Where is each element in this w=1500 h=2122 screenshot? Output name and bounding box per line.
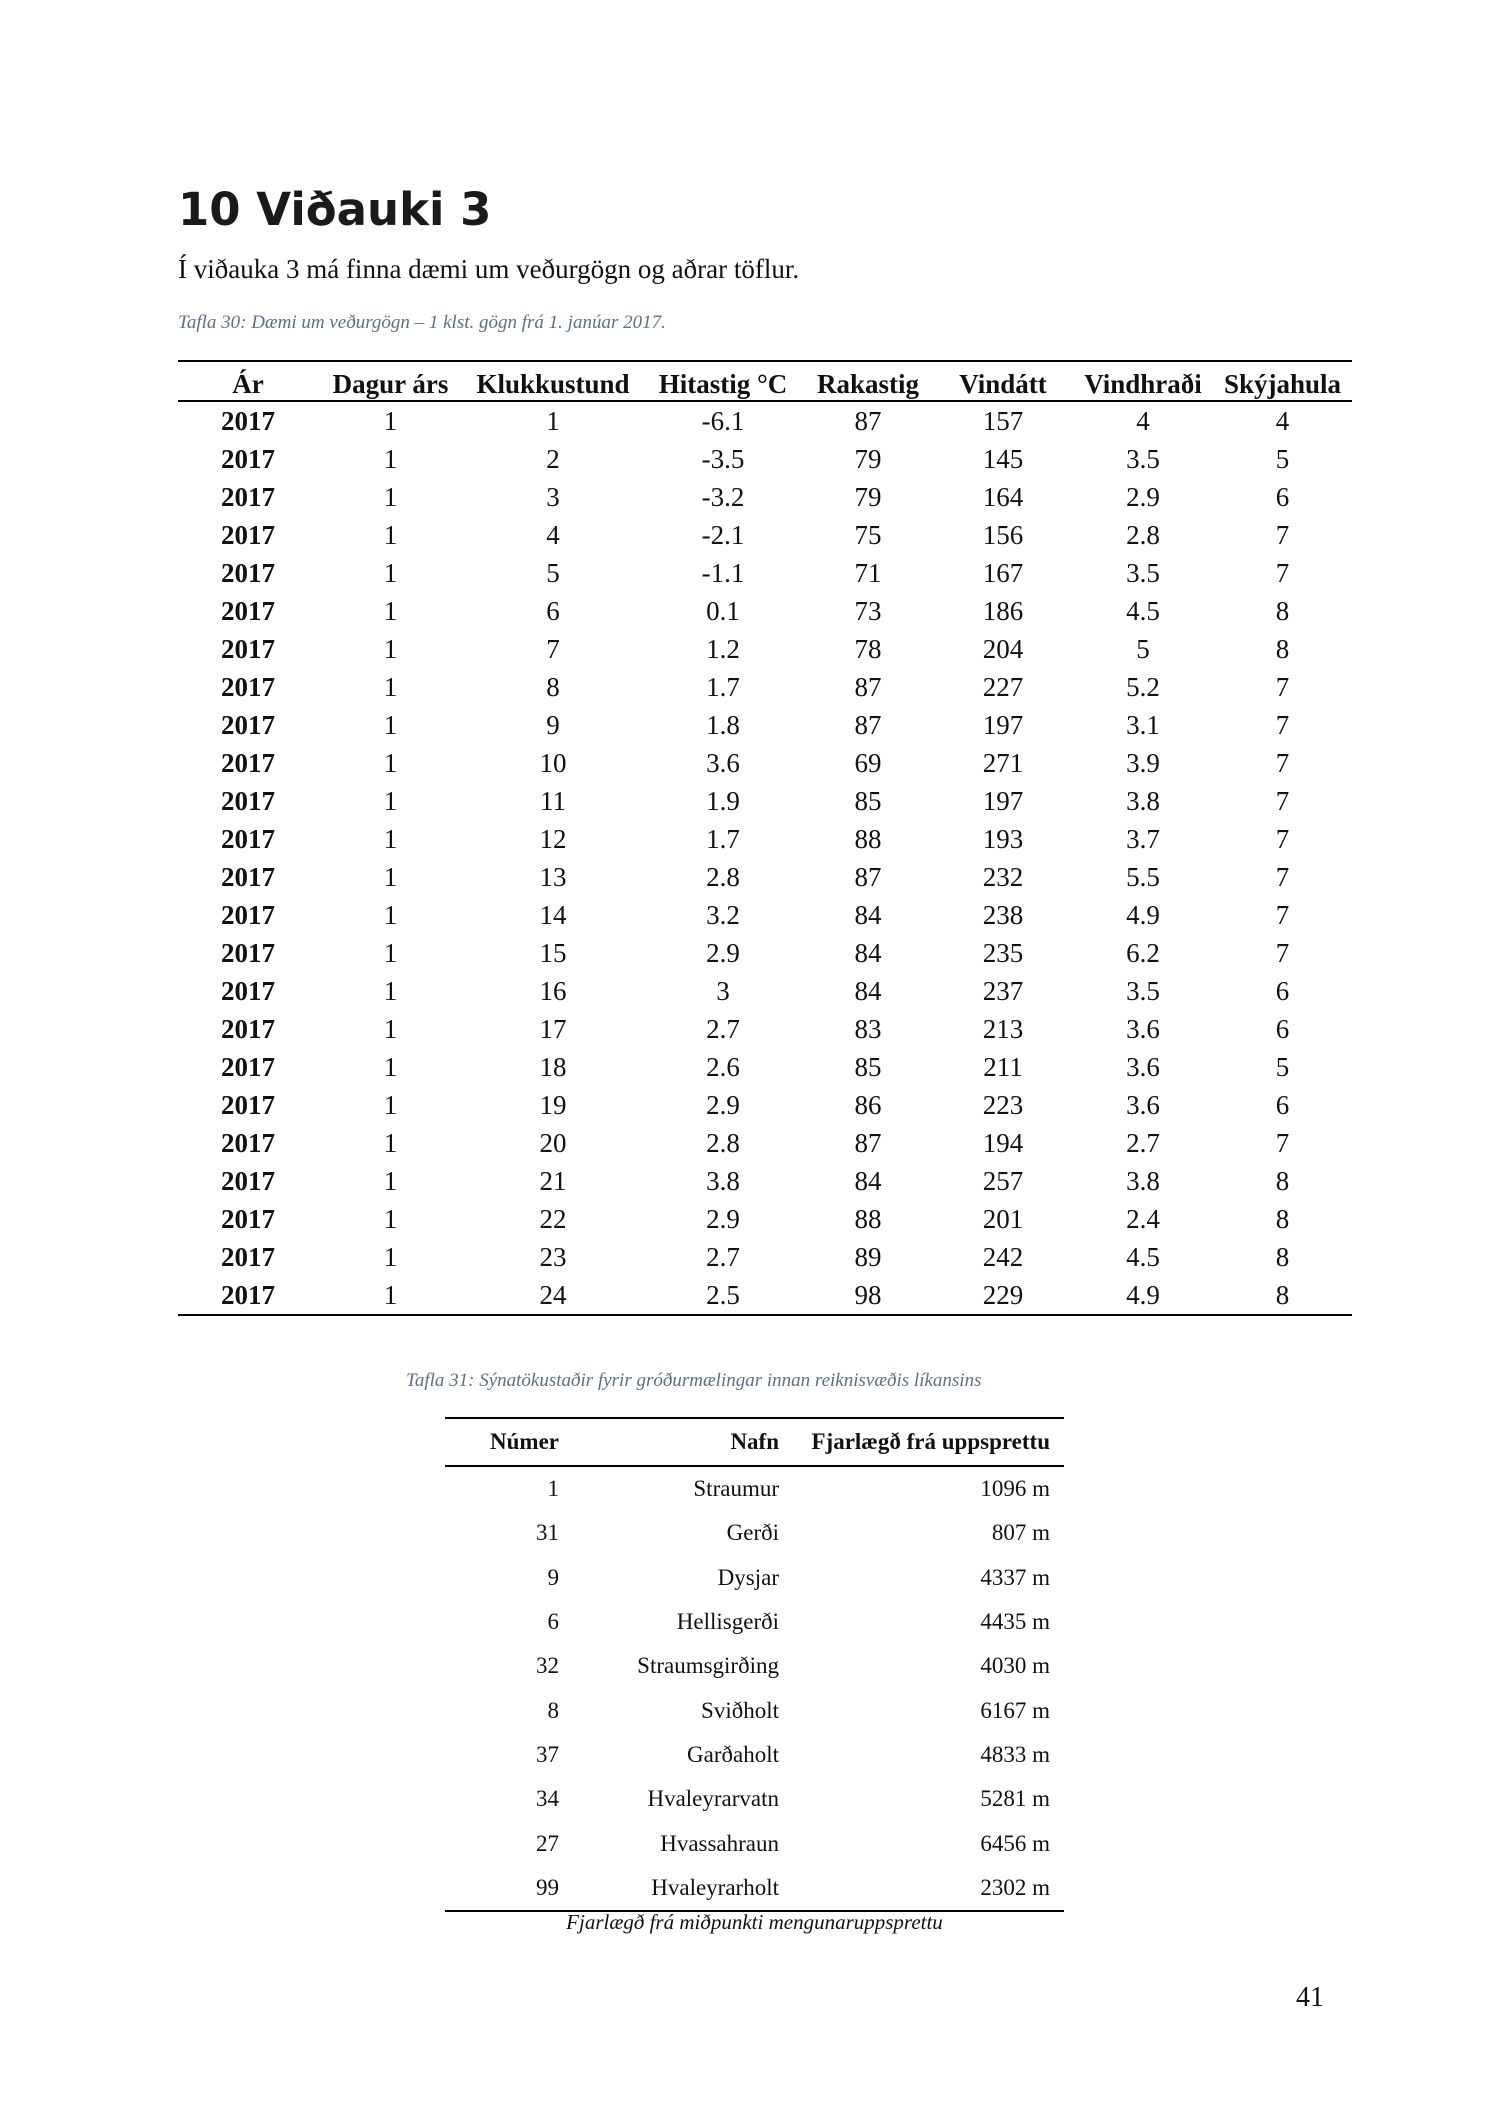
cell-wind-direction: 193 — [982, 824, 1024, 854]
cell-humidity: 88 — [854, 824, 882, 854]
cell-hour: 17 — [539, 1014, 567, 1044]
cell-name: Hvaleyrarvatn — [647, 1786, 779, 1812]
cell-temperature: 1.9 — [706, 786, 740, 816]
cell-wind-direction: 257 — [982, 1166, 1024, 1196]
cell-cloud-cover: 7 — [1275, 710, 1290, 740]
cell-humidity: 69 — [854, 748, 882, 778]
weather-data-table — [178, 360, 1352, 1316]
cell-hour: 12 — [539, 824, 567, 854]
column-header-distance: Fjarlægð frá uppsprettu — [779, 1418, 1064, 1466]
cell-wind-speed: 5.5 — [1126, 862, 1160, 892]
cell-number: 27 — [536, 1830, 559, 1856]
table-row — [178, 668, 1352, 706]
cell-humidity: 98 — [854, 1280, 882, 1310]
cell-cloud-cover: 8 — [1275, 1204, 1290, 1234]
cell-year: 2017 — [221, 672, 275, 702]
table-row — [178, 1086, 1352, 1124]
cell-wind-speed: 3.5 — [1126, 444, 1160, 474]
cell-day-of-year: 1 — [383, 558, 398, 588]
cell-number: 1 — [547, 1476, 559, 1502]
cell-day-of-year: 1 — [383, 1242, 398, 1272]
cell-day-of-year: 1 — [383, 748, 398, 778]
table-row — [178, 972, 1352, 1010]
cell-temperature: 1.2 — [706, 634, 740, 664]
cell-name: Hvassahraun — [660, 1830, 779, 1856]
column-header-year: Ár — [178, 361, 318, 401]
cell-cloud-cover: 7 — [1275, 824, 1290, 854]
cell-humidity: 84 — [854, 900, 882, 930]
cell-name: Sviðholt — [701, 1697, 779, 1723]
sites-header-row — [445, 1418, 1064, 1466]
cell-hour: 18 — [539, 1052, 567, 1082]
cell-wind-speed: 2.7 — [1126, 1128, 1160, 1158]
table-row — [178, 706, 1352, 744]
cell-day-of-year: 1 — [383, 938, 398, 968]
cell-cloud-cover: 6 — [1275, 1090, 1290, 1120]
cell-wind-direction: 211 — [983, 1052, 1023, 1082]
table31-caption: Tafla 31: Sýnatökustaðir fyrir gróðurmælingar innan reiknisvæðis líkansins — [406, 1370, 982, 1391]
cell-year: 2017 — [221, 862, 275, 892]
cell-wind-speed: 4.5 — [1126, 596, 1160, 626]
cell-wind-direction: 156 — [982, 520, 1024, 550]
cell-hour: 10 — [539, 748, 567, 778]
cell-year: 2017 — [221, 1280, 275, 1310]
cell-name: Straumur — [693, 1476, 779, 1502]
cell-day-of-year: 1 — [383, 520, 398, 550]
table-row — [445, 1556, 1064, 1600]
cell-hour: 5 — [546, 558, 560, 588]
cell-temperature: 1.7 — [706, 672, 740, 702]
cell-wind-direction: 204 — [982, 634, 1024, 664]
cell-wind-direction: 223 — [982, 1090, 1024, 1120]
cell-distance: 5281 m — [980, 1786, 1050, 1812]
column-header-cloud-cover: Skýjahula — [1213, 361, 1352, 401]
cell-name: Hellisgerði — [676, 1609, 779, 1635]
table-row — [178, 1238, 1352, 1276]
cell-temperature: 2.7 — [706, 1014, 740, 1044]
cell-temperature: 1.7 — [706, 824, 740, 854]
cell-day-of-year: 1 — [383, 1128, 398, 1158]
cell-cloud-cover: 7 — [1275, 672, 1290, 702]
cell-day-of-year: 1 — [383, 634, 398, 664]
cell-hour: 16 — [539, 976, 567, 1006]
cell-year: 2017 — [221, 1128, 275, 1158]
table-row — [445, 1644, 1064, 1688]
table-row — [178, 1048, 1352, 1086]
cell-hour: 4 — [546, 520, 560, 550]
cell-year: 2017 — [221, 824, 275, 854]
cell-humidity: 85 — [854, 786, 882, 816]
cell-year: 2017 — [221, 406, 275, 436]
cell-wind-speed: 4.9 — [1126, 900, 1160, 930]
table-row — [445, 1777, 1064, 1821]
cell-wind-direction: 271 — [982, 748, 1024, 778]
cell-year: 2017 — [221, 976, 275, 1006]
cell-wind-speed: 2.4 — [1126, 1204, 1160, 1234]
table-row — [445, 1866, 1064, 1911]
cell-temperature: -3.2 — [701, 482, 745, 512]
cell-distance: 807 m — [991, 1520, 1050, 1546]
weather-table-body — [178, 401, 1352, 1315]
cell-day-of-year: 1 — [383, 406, 398, 436]
cell-hour: 20 — [539, 1128, 567, 1158]
cell-year: 2017 — [221, 634, 275, 664]
cell-day-of-year: 1 — [383, 1166, 398, 1196]
table-row — [178, 516, 1352, 554]
cell-hour: 19 — [539, 1090, 567, 1120]
cell-humidity: 83 — [854, 1014, 882, 1044]
cell-hour: 21 — [539, 1166, 567, 1196]
cell-wind-direction: 157 — [982, 406, 1024, 436]
cell-hour: 13 — [539, 862, 567, 892]
column-header-wind-speed: Vindhraði — [1073, 361, 1213, 401]
cell-name: Hvaleyrarholt — [651, 1874, 779, 1900]
cell-temperature: 2.6 — [706, 1052, 740, 1082]
cell-hour: 15 — [539, 938, 567, 968]
cell-wind-speed: 3.9 — [1126, 748, 1160, 778]
cell-wind-speed: 3.8 — [1126, 786, 1160, 816]
cell-number: 8 — [547, 1697, 559, 1723]
cell-wind-direction: 167 — [982, 558, 1024, 588]
cell-day-of-year: 1 — [383, 862, 398, 892]
cell-wind-direction: 237 — [982, 976, 1024, 1006]
cell-year: 2017 — [221, 900, 275, 930]
cell-hour: 2 — [546, 444, 560, 474]
cell-day-of-year: 1 — [383, 1090, 398, 1120]
cell-year: 2017 — [221, 938, 275, 968]
cell-number: 34 — [536, 1786, 559, 1812]
cell-hour: 24 — [539, 1280, 567, 1310]
cell-humidity: 78 — [854, 634, 882, 664]
cell-name: Gerði — [726, 1520, 779, 1546]
cell-cloud-cover: 6 — [1275, 976, 1290, 1006]
table-row — [178, 1162, 1352, 1200]
table-row — [445, 1733, 1064, 1777]
cell-wind-speed: 3.6 — [1126, 1090, 1160, 1120]
cell-day-of-year: 1 — [383, 900, 398, 930]
cell-year: 2017 — [221, 786, 275, 816]
cell-wind-direction: 238 — [982, 900, 1024, 930]
cell-temperature: -1.1 — [701, 558, 745, 588]
cell-number: 6 — [547, 1609, 559, 1635]
cell-year: 2017 — [221, 710, 275, 740]
cell-humidity: 88 — [854, 1204, 882, 1234]
cell-humidity: 84 — [854, 938, 882, 968]
table-row — [445, 1821, 1064, 1865]
cell-wind-speed: 3.6 — [1126, 1052, 1160, 1082]
cell-hour: 23 — [539, 1242, 567, 1272]
cell-humidity: 73 — [854, 596, 882, 626]
cell-cloud-cover: 8 — [1275, 634, 1290, 664]
cell-year: 2017 — [221, 1166, 275, 1196]
cell-number: 37 — [536, 1741, 559, 1767]
cell-hour: 7 — [546, 634, 560, 664]
cell-temperature: 3 — [716, 976, 730, 1006]
cell-number: 99 — [536, 1874, 559, 1900]
cell-wind-direction: 229 — [982, 1280, 1024, 1310]
cell-cloud-cover: 7 — [1275, 748, 1290, 778]
cell-temperature: 2.9 — [706, 1090, 740, 1120]
cell-temperature: 2.5 — [706, 1280, 740, 1310]
table-row — [178, 820, 1352, 858]
table30-caption: Tafla 30: Dæmi um veðurgögn – 1 klst. gögn frá 1. janúar 2017. — [178, 312, 666, 333]
cell-wind-speed: 2.8 — [1126, 520, 1160, 550]
cell-wind-direction: 164 — [982, 482, 1024, 512]
table-row — [178, 401, 1352, 440]
cell-distance: 1096 m — [980, 1476, 1050, 1502]
cell-wind-direction: 186 — [982, 596, 1024, 626]
column-header-humidity: Rakastig — [803, 361, 933, 401]
column-header-temperature: Hitastig °C — [643, 361, 803, 401]
cell-number: 31 — [536, 1520, 559, 1546]
cell-wind-direction: 232 — [982, 862, 1024, 892]
cell-name: Garðaholt — [687, 1741, 779, 1767]
cell-wind-direction: 145 — [982, 444, 1024, 474]
table-row — [178, 782, 1352, 820]
cell-wind-speed: 2.9 — [1126, 482, 1160, 512]
table-row — [445, 1511, 1064, 1555]
cell-year: 2017 — [221, 1204, 275, 1234]
table-row — [178, 1010, 1352, 1048]
sites-table-body — [445, 1466, 1064, 1911]
cell-day-of-year: 1 — [383, 672, 398, 702]
cell-distance: 4435 m — [980, 1609, 1050, 1635]
cell-distance: 6456 m — [980, 1830, 1050, 1856]
cell-day-of-year: 1 — [383, 1052, 398, 1082]
cell-day-of-year: 1 — [383, 482, 398, 512]
cell-hour: 22 — [539, 1204, 567, 1234]
cell-cloud-cover: 4 — [1275, 406, 1290, 436]
cell-cloud-cover: 7 — [1275, 1128, 1290, 1158]
cell-day-of-year: 1 — [383, 1014, 398, 1044]
cell-temperature: 2.7 — [706, 1242, 740, 1272]
cell-cloud-cover: 7 — [1275, 558, 1290, 588]
cell-day-of-year: 1 — [383, 824, 398, 854]
cell-distance: 4030 m — [980, 1653, 1050, 1679]
table-row — [178, 1200, 1352, 1238]
cell-number: 32 — [536, 1653, 559, 1679]
table31-footnote: Fjarlægð frá miðpunkti mengunaruppsprettu — [566, 1910, 943, 1934]
cell-wind-direction: 197 — [982, 710, 1024, 740]
cell-temperature: 2.9 — [706, 938, 740, 968]
cell-cloud-cover: 7 — [1275, 862, 1290, 892]
cell-wind-speed: 4.5 — [1126, 1242, 1160, 1272]
table-row — [178, 858, 1352, 896]
cell-temperature: 3.8 — [706, 1166, 740, 1196]
cell-year: 2017 — [221, 444, 275, 474]
cell-wind-direction: 227 — [982, 672, 1024, 702]
cell-year: 2017 — [221, 1090, 275, 1120]
cell-humidity: 87 — [854, 862, 882, 892]
cell-day-of-year: 1 — [383, 596, 398, 626]
cell-wind-speed: 3.5 — [1126, 976, 1160, 1006]
cell-humidity: 87 — [854, 710, 882, 740]
cell-cloud-cover: 8 — [1275, 1280, 1290, 1310]
column-header-wind-direction: Vindátt — [933, 361, 1073, 401]
cell-wind-direction: 213 — [982, 1014, 1024, 1044]
cell-temperature: 1.8 — [706, 710, 740, 740]
table-row — [445, 1466, 1064, 1511]
cell-wind-speed: 6.2 — [1126, 938, 1160, 968]
cell-year: 2017 — [221, 1014, 275, 1044]
cell-wind-speed: 3.7 — [1126, 824, 1160, 854]
cell-wind-direction: 201 — [982, 1204, 1024, 1234]
intro-paragraph: Í viðauka 3 má finna dæmi um veðurgögn og aðrar töflur. — [178, 254, 800, 284]
cell-temperature: -2.1 — [701, 520, 745, 550]
cell-wind-speed: 5.2 — [1126, 672, 1160, 702]
cell-humidity: 71 — [854, 558, 882, 588]
cell-cloud-cover: 7 — [1275, 786, 1290, 816]
cell-humidity: 87 — [854, 1128, 882, 1158]
cell-cloud-cover: 8 — [1275, 1166, 1290, 1196]
cell-humidity: 87 — [854, 406, 882, 436]
cell-wind-direction: 242 — [982, 1242, 1024, 1272]
cell-day-of-year: 1 — [383, 1204, 398, 1234]
section-heading: 10 Viðauki 3 — [178, 183, 492, 236]
cell-day-of-year: 1 — [383, 444, 398, 474]
cell-day-of-year: 1 — [383, 786, 398, 816]
cell-wind-speed: 5 — [1136, 634, 1150, 664]
page-number: 41 — [1296, 1982, 1324, 2013]
cell-humidity: 87 — [854, 672, 882, 702]
cell-humidity: 79 — [854, 444, 882, 474]
cell-year: 2017 — [221, 482, 275, 512]
table-row — [178, 896, 1352, 934]
cell-distance: 6167 m — [980, 1697, 1050, 1723]
cell-temperature: 0.1 — [706, 596, 740, 626]
cell-distance: 2302 m — [980, 1874, 1050, 1900]
cell-number: 9 — [547, 1564, 559, 1590]
table-row — [178, 630, 1352, 668]
cell-year: 2017 — [221, 1242, 275, 1272]
cell-temperature: 3.2 — [706, 900, 740, 930]
sampling-sites-table — [445, 1417, 1064, 1912]
cell-cloud-cover: 6 — [1275, 1014, 1290, 1044]
cell-day-of-year: 1 — [383, 976, 398, 1006]
cell-temperature: 2.8 — [706, 1128, 740, 1158]
cell-day-of-year: 1 — [383, 710, 398, 740]
cell-distance: 4833 m — [980, 1741, 1050, 1767]
cell-humidity: 85 — [854, 1052, 882, 1082]
cell-temperature: 3.6 — [706, 748, 740, 778]
table-row — [178, 592, 1352, 630]
cell-wind-direction: 235 — [982, 938, 1024, 968]
cell-wind-speed: 4.9 — [1126, 1280, 1160, 1310]
cell-cloud-cover: 5 — [1275, 1052, 1290, 1082]
cell-temperature: -6.1 — [701, 406, 745, 436]
weather-header-row — [178, 361, 1352, 401]
cell-temperature: 2.9 — [706, 1204, 740, 1234]
cell-wind-speed: 3.1 — [1126, 710, 1160, 740]
cell-cloud-cover: 7 — [1275, 520, 1290, 550]
cell-wind-speed: 4 — [1136, 406, 1150, 436]
cell-year: 2017 — [221, 520, 275, 550]
cell-cloud-cover: 5 — [1275, 444, 1290, 474]
cell-wind-direction: 197 — [982, 786, 1024, 816]
cell-hour: 14 — [539, 900, 567, 930]
cell-temperature: 2.8 — [706, 862, 740, 892]
cell-hour: 11 — [540, 786, 566, 816]
cell-humidity: 84 — [854, 1166, 882, 1196]
column-header-name: Nafn — [559, 1418, 779, 1466]
column-header-hour: Klukkustund — [463, 361, 643, 401]
cell-cloud-cover: 7 — [1275, 900, 1290, 930]
cell-cloud-cover: 8 — [1275, 1242, 1290, 1272]
cell-hour: 8 — [546, 672, 560, 702]
cell-hour: 9 — [546, 710, 560, 740]
cell-distance: 4337 m — [980, 1564, 1050, 1590]
cell-humidity: 86 — [854, 1090, 882, 1120]
cell-cloud-cover: 7 — [1275, 938, 1290, 968]
column-header-number: Númer — [445, 1418, 559, 1466]
cell-hour: 3 — [546, 482, 560, 512]
table-row — [178, 934, 1352, 972]
cell-hour: 6 — [546, 596, 560, 626]
cell-day-of-year: 1 — [383, 1280, 398, 1310]
cell-wind-speed: 3.5 — [1126, 558, 1160, 588]
cell-wind-speed: 3.6 — [1126, 1014, 1160, 1044]
table-row — [178, 744, 1352, 782]
cell-humidity: 89 — [854, 1242, 882, 1272]
cell-humidity: 84 — [854, 976, 882, 1006]
cell-year: 2017 — [221, 1052, 275, 1082]
table-row — [445, 1600, 1064, 1644]
cell-name: Dysjar — [717, 1564, 779, 1590]
table-row — [445, 1688, 1064, 1732]
cell-humidity: 79 — [854, 482, 882, 512]
cell-humidity: 75 — [854, 520, 882, 550]
table-row — [178, 1276, 1352, 1315]
cell-name: Straumsgirðing — [637, 1653, 779, 1679]
cell-temperature: -3.5 — [701, 444, 745, 474]
cell-year: 2017 — [221, 748, 275, 778]
cell-cloud-cover: 6 — [1275, 482, 1290, 512]
table-row — [178, 554, 1352, 592]
cell-year: 2017 — [221, 596, 275, 626]
table-row — [178, 1124, 1352, 1162]
cell-wind-speed: 3.8 — [1126, 1166, 1160, 1196]
cell-year: 2017 — [221, 558, 275, 588]
cell-hour: 1 — [546, 406, 560, 436]
cell-wind-direction: 194 — [982, 1128, 1024, 1158]
cell-cloud-cover: 8 — [1275, 596, 1290, 626]
table-row — [178, 478, 1352, 516]
table-row — [178, 440, 1352, 478]
column-header-day-of-year: Dagur árs — [318, 361, 463, 401]
